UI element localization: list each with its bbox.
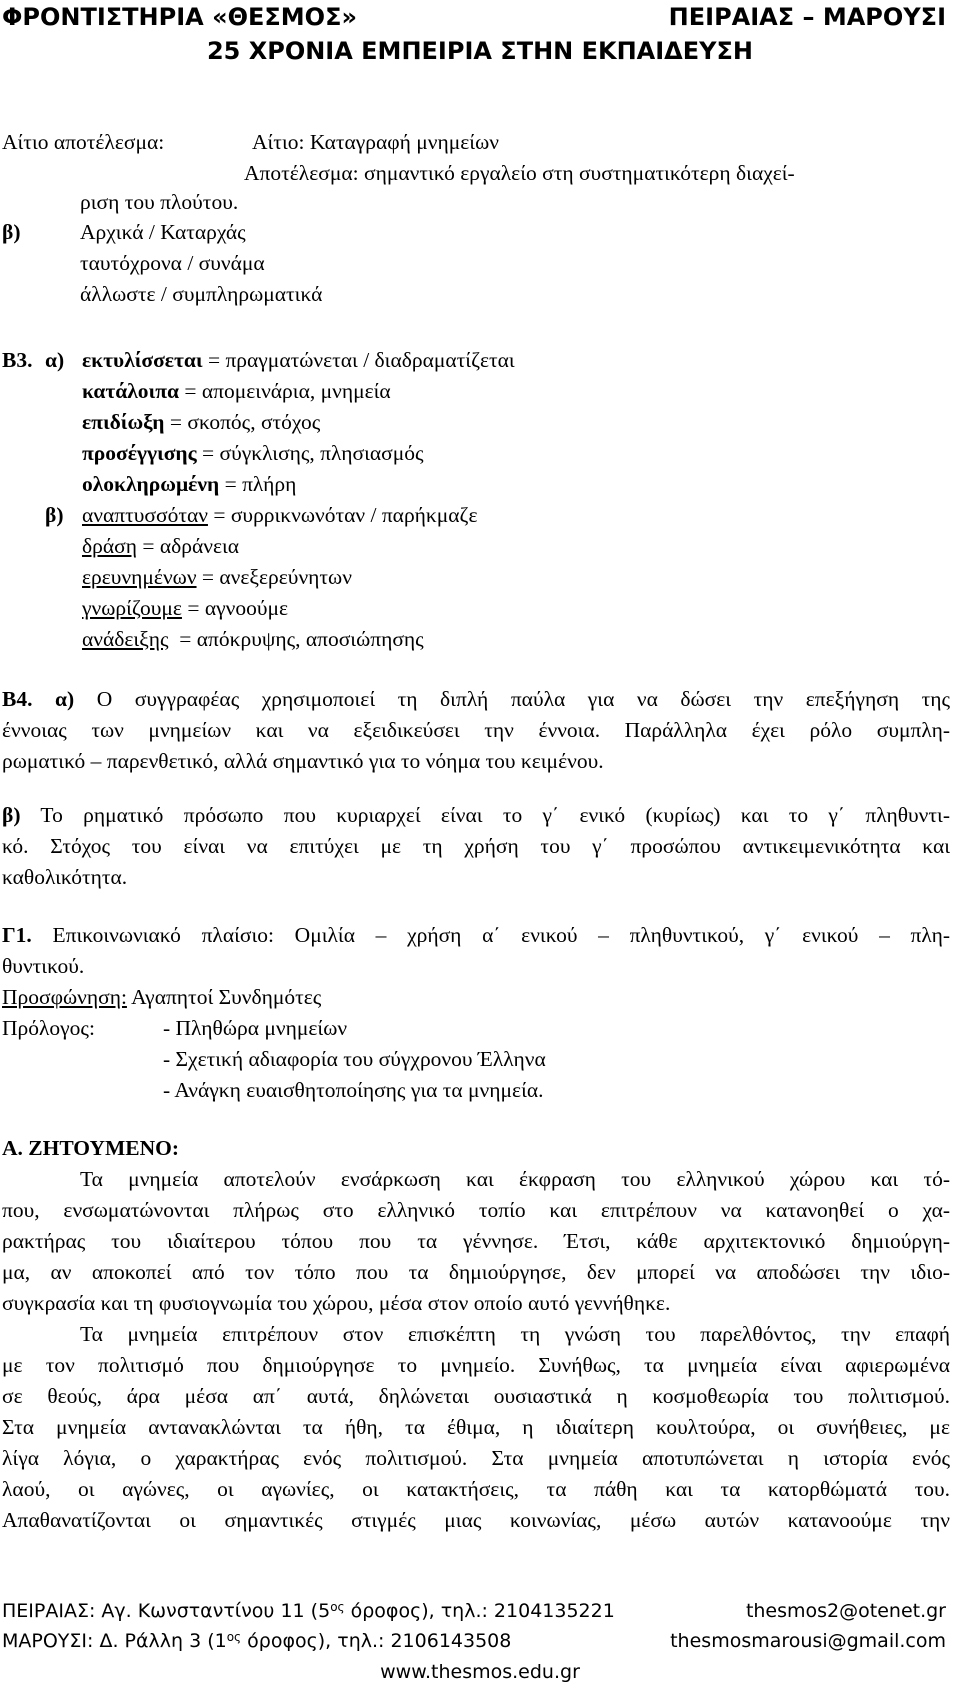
address-label: Προσφώνηση:: [2, 985, 127, 1009]
b4-line: ρωματικό – παρενθετικό, αλλά σημαντικό για το νόημα του κειμένου.: [2, 749, 604, 773]
b3-number: Β3.: [2, 348, 33, 372]
paragraph-line: Απαθανατίζονται οι σημαντικές στιγμές μιας κοινωνίας, μέσω αυτών κατανοούμε την: [2, 1508, 950, 1532]
effect-text: Αποτέλεσμα: σημαντικό εργαλείο στη συστηματικότερη διαχεί-: [244, 161, 795, 185]
footer-text: ΜΑΡΟΥΣΙ: Δ. Ράλλη 3 (1: [2, 1630, 227, 1652]
synonym-meaning: = πλήρη: [224, 472, 297, 496]
antonym-meaning: = απόκρυψης, αποσιώπησης: [179, 627, 424, 651]
g1-number: Γ1.: [2, 923, 32, 947]
prologue-item: - Σχετική αδιαφορία του σύγχρονου Έλληνα: [163, 1047, 546, 1071]
b4-line: [2, 803, 950, 827]
paragraph-line: που, ενσωματώνονται πλήρως στο ελληνικό τοπίο και επιτρέπουν να κατανοηθεί ο χα-: [2, 1198, 950, 1222]
paragraph-line: λίγα λόγια, ο χαρακτήρας ενός πολιτισμού. Στα μνημεία αποτυπώνεται η ιστορία ενός: [2, 1446, 950, 1470]
paragraph-line: Στα μνημεία αντανακλώνται τα ήθη, τα έθιμα, η ιδιαίτερη κουλτούρα, οι συνήθειες, με: [2, 1415, 950, 1439]
synonym-row: [82, 410, 320, 434]
b4-line: έννοιας των μνημείων και να εξειδικεύσει την έννοια. Παράλληλα έχει ρόλο συμπλη-: [2, 718, 950, 742]
antonym-meaning: = αγνοούμε: [187, 596, 289, 620]
connector-line: Αρχικά / Καταρχάς: [80, 220, 246, 244]
paragraph-line: σε θεούς, άρα μέσα απ΄ αυτά, δηλώνεται ουσιαστικά η κοσμοθεωρία του πολιτισμού.: [2, 1384, 950, 1408]
antonym-word: δράση: [82, 534, 137, 558]
prologue-label: Πρόλογος:: [2, 1016, 95, 1040]
antonym-row: [82, 565, 352, 589]
synonym-word: εκτυλίσσεται: [82, 348, 203, 372]
paragraph-line: ρακτήρας του ιδιαίτερου τόπου που τα γέννησε. Έτσι, κάθε αρχιτεκτονικό δημιούργη-: [2, 1229, 950, 1253]
synonym-meaning: = σύγκλισης, πλησιασμός: [202, 441, 424, 465]
header-right: ΠΕΙΡΑΙΑΣ – ΜΑΡΟΥΣΙ: [668, 3, 946, 31]
b3-part-b: β): [45, 503, 64, 527]
footer-text: όροφος), τηλ.: 2104135221: [344, 1600, 615, 1622]
paragraph-line: Τα μνημεία αποτελούν ενσάρκωση και έκφραση του ελληνικού χώρου και τό-: [80, 1167, 950, 1191]
synonym-word: επιδίωξη: [82, 410, 165, 434]
g1-line: [2, 923, 950, 947]
b4-part-a: α): [55, 687, 75, 711]
synonym-word: ολοκληρωμένη: [82, 472, 220, 496]
header-subtitle: 25 ΧΡΟΝΙΑ ΕΜΠΕΙΡΙΑ ΣΤΗΝ ΕΚΠΑΙΔΕΥΣΗ: [206, 37, 754, 65]
cause-text: Αίτιο: Καταγραφή μνημείων: [252, 130, 499, 154]
b4-part-b: β): [2, 803, 21, 827]
b3-part-a: α): [45, 348, 65, 372]
effect-text-continued: ριση του πλούτου.: [80, 190, 239, 214]
section-title: Α. ΖΗΤΟΥΜΕΝΟ:: [2, 1136, 180, 1160]
synonym-row: [82, 379, 391, 403]
cause-effect-label: Αίτιο αποτέλεσμα:: [2, 130, 165, 154]
footer-piraeus-address: [2, 1600, 615, 1622]
footer-website[interactable]: www.thesmos.edu.gr: [380, 1661, 580, 1683]
antonym-row: [82, 627, 424, 651]
b4-line: κό. Στόχος του είναι να επιτύχει με τη χρήση του γ΄ προσώπου αντικειμενικότητα και: [2, 834, 950, 858]
footer-text: ΠΕΙΡΑΙΑΣ: Αγ. Κωνσταντίνου 11 (5: [2, 1600, 331, 1622]
paragraph-line: Τα μνημεία επιτρέπουν στον επισκέπτη τη γνώση του παρελθόντος, την επαφή: [80, 1322, 950, 1346]
b-marker: β): [2, 220, 21, 244]
b4-line: [2, 687, 950, 711]
b4-text: Ο συγγραφέας χρησιμοποιεί τη διπλή παύλα για να δώσει την επεξήγηση της: [96, 687, 950, 711]
synonym-meaning: = πραγματώνεται / διαδραματίζεται: [207, 348, 515, 372]
antonym-word: αναπτυσσόταν: [82, 503, 208, 527]
synonym-row: [82, 348, 515, 372]
connector-line: ταυτόχρονα / συνάμα: [80, 251, 265, 275]
header-left: ΦΡΟΝΤΙΣΤΗΡΙΑ «ΘΕΣΜΟΣ»: [2, 3, 357, 31]
footer-email-piraeus[interactable]: thesmos2@otenet.gr: [745, 1600, 946, 1622]
antonym-meaning: = αδράνεια: [142, 534, 240, 558]
antonym-row: [82, 534, 239, 558]
g1-text: Επικοινωνιακό πλαίσιο: Ομιλία – χρήση α΄ ενικού – πληθυντικού, γ΄ ενικού – πλη-: [52, 923, 950, 947]
footer-superscript: ος: [226, 1630, 242, 1644]
synonym-word: κατάλοιπα: [82, 379, 179, 403]
address-row: [2, 985, 321, 1009]
prologue-item: - Πληθώρα μνημείων: [163, 1016, 348, 1040]
synonym-meaning: = απομεινάρια, μνημεία: [184, 379, 391, 403]
synonym-meaning: = σκοπός, στόχος: [169, 410, 321, 434]
antonym-row: [82, 503, 477, 527]
address-text: Αγαπητοί Συνδημότες: [131, 985, 322, 1009]
connector-line: άλλωστε / συμπληρωματικά: [80, 282, 323, 306]
b4-line: καθολικότητα.: [2, 865, 128, 889]
b4-text: Το ρηματικό πρόσωπο που κυριαρχεί είναι το γ΄ ενικό (κυρίως) και το γ΄ πληθυντι-: [40, 803, 950, 827]
footer-marousi-address: [2, 1630, 511, 1652]
antonym-word: γνωρίζουμε: [82, 596, 182, 620]
footer-superscript: ος: [330, 1600, 345, 1614]
g1-line: θυντικού.: [2, 954, 85, 978]
antonym-word: ερευνημένων: [82, 565, 197, 589]
antonym-meaning: = ανεξερεύνητων: [201, 565, 352, 589]
antonym-row: [82, 596, 288, 620]
antonym-meaning: = συρρικνωνόταν / παρήκμαζε: [213, 503, 478, 527]
paragraph-line: συγκρασία και τη φυσιογνωμία του χώρου, μέσα στον οποίο αυτό γεννήθηκε.: [2, 1291, 671, 1315]
footer-text: όροφος), τηλ.: 2106143508: [241, 1630, 512, 1652]
prologue-item: - Ανάγκη ευαισθητοποίησης για τα μνημεία.: [163, 1078, 544, 1102]
paragraph-line: λαού, οι αγώνες, οι αγωνίες, οι κατακτήσεις, τα πάθη και τα κατορθώματά του.: [2, 1477, 950, 1501]
paragraph-line: με τον πολιτισμό που δημιούργησε το μνημείο. Συνήθως, τα μνημεία είναι αφιερωμένα: [2, 1353, 950, 1377]
footer-email-marousi[interactable]: thesmosmarousi@gmail.com: [670, 1630, 946, 1652]
paragraph-line: μα, αν αποκοπεί από τον τόπο που τα δημιούργησε, δεν μπορεί να αποδώσει την ιδιο-: [2, 1260, 950, 1284]
antonym-word: ανάδειξης: [82, 627, 169, 651]
b4-number: Β4.: [2, 687, 33, 711]
synonym-row: [82, 441, 424, 465]
synonym-word: προσέγγισης: [82, 441, 197, 465]
synonym-row: [82, 472, 296, 496]
